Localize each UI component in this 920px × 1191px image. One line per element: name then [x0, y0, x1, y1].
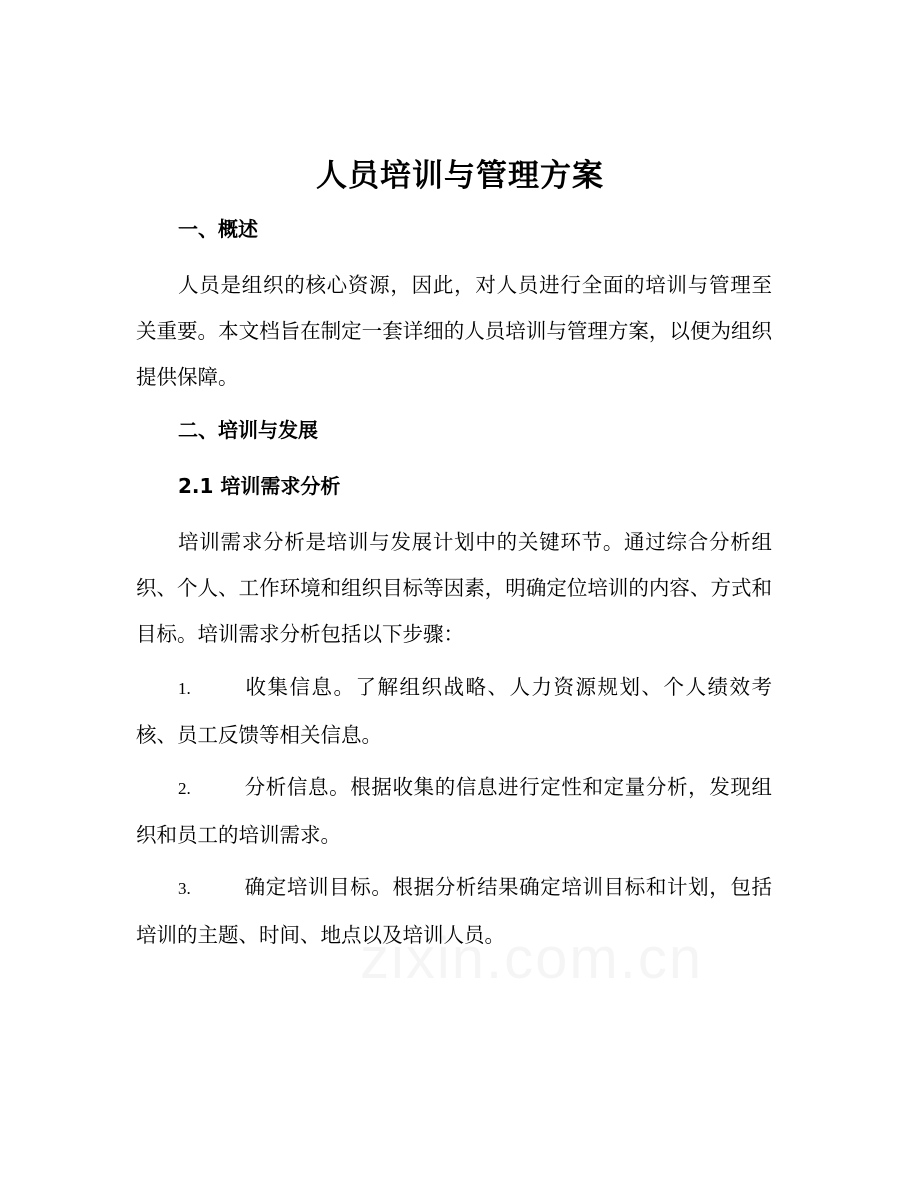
subsection-heading-needs-analysis: 2.1 培训需求分析 — [178, 474, 341, 498]
list-item — [136, 664, 772, 758]
list-item-text: 分析信息。根据收集的信息进行定性和定量分析，发现组织和员工的培训需求。 — [136, 775, 772, 847]
section-heading-overview: 一、概述 — [178, 217, 258, 241]
document-title: 人员培训与管理方案 — [316, 158, 604, 194]
needs-analysis-paragraph: 培训需求分析是培训与发展计划中的关键环节。通过综合分析组织、个人、工作环境和组织目标等因素，明确定位培训的内容、方式和目标。培训需求分析包括以下步骤： — [136, 530, 772, 646]
list-item-text: 收集信息。了解组织战略、人力资源规划、个人绩效考核、员工反馈等相关信息。 — [136, 675, 772, 747]
list-item-number: 2. — [178, 779, 191, 798]
list-item-text: 确定培训目标。根据分析结果确定培训目标和计划，包括培训的主题、时间、地点以及培训人员。 — [136, 875, 772, 947]
list-item — [136, 864, 772, 958]
list-item — [136, 764, 772, 858]
section-heading-training: 二、培训与发展 — [178, 418, 318, 442]
overview-paragraph: 人员是组织的核心资源，因此，对人员进行全面的培训与管理至关重要。本文档旨在制定一套详细的人员培训与管理方案，以便为组织提供保障。 — [136, 273, 772, 389]
list-item-number: 3. — [178, 879, 191, 898]
list-item-number: 1. — [178, 679, 191, 698]
